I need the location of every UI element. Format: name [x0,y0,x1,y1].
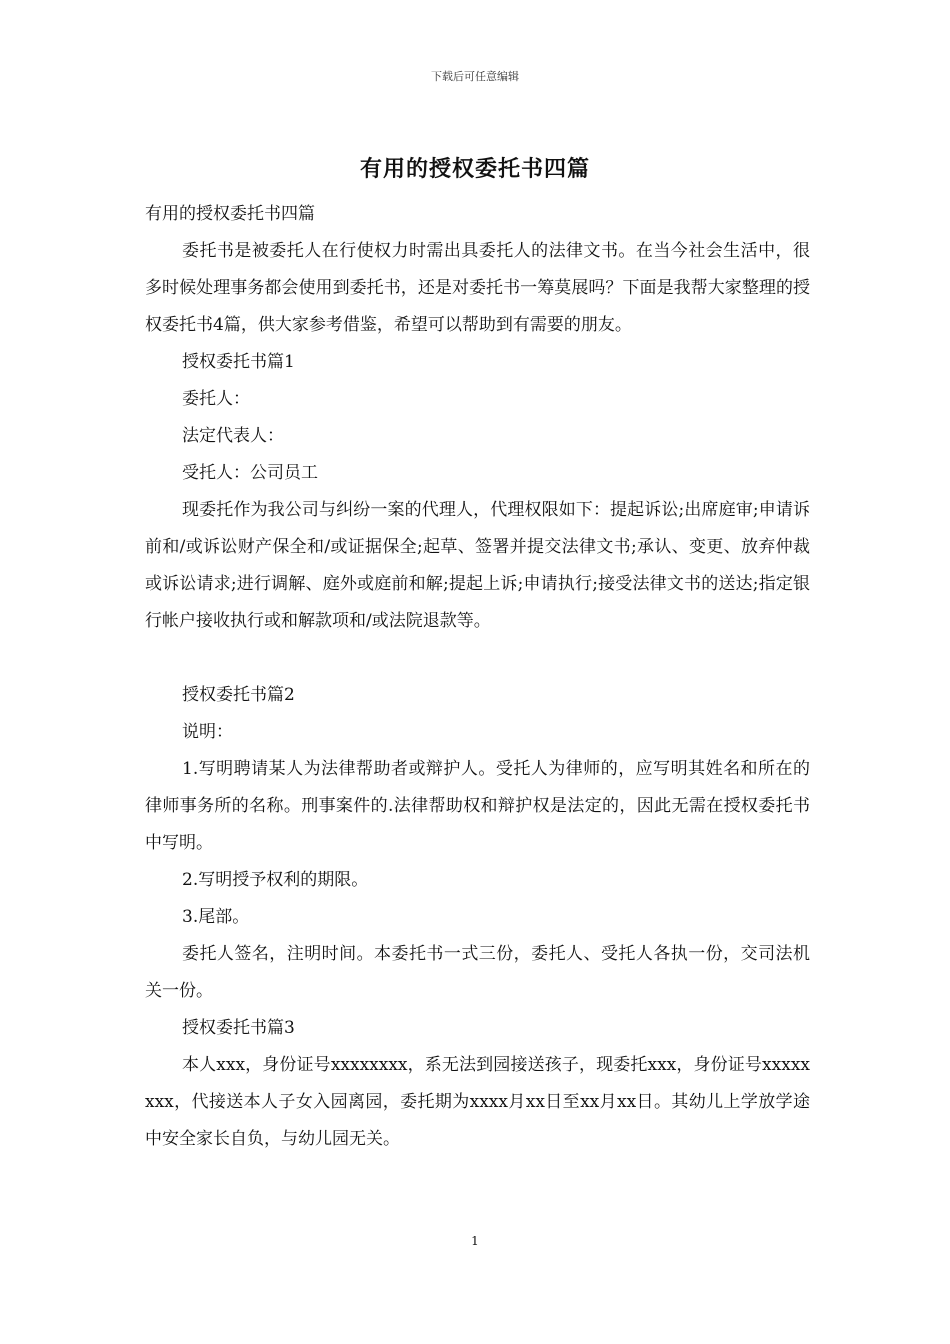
note-item-2: 2.写明授予权利的期限。 [182,870,369,890]
document-body [145,196,810,1158]
subtitle-line: 有用的授权委托书四篇 [145,204,315,224]
field-principal: 委托人： [182,389,250,409]
blank-line [145,640,810,677]
section-heading-1: 授权委托书篇1 [182,352,295,372]
note-item-3: 3.尾部。 [182,907,250,927]
authority-paragraph: 现委托作为我公司与纠纷一案的代理人，代理权限如下：提起诉讼;出席庭审;申请诉前和/或诉讼财产保全和/或证据保全;起草、签署并提交法律文书;承认、变更、放弃仲裁或诉讼请求;进行调解、庭外或庭前和解;提起上诉;申请执行;接受法律文书的送达;指定银行帐户接收执行或和解款项和/或法院退款等。 [145,500,810,631]
header-note: 下载后可任意编辑 [431,70,519,83]
note-item-1: 1.写明聘请某人为法律帮助者或辩护人。受托人为律师的，应写明其姓名和所在的律师事务所的名称。刑事案件的.法律帮助权和辩护权是法定的，因此无需在授权委托书中写明。 [145,759,810,853]
signature-paragraph: 委托人签名，注明时间。本委托书一式三份，委托人、受托人各执一份，交司法机关一份。 [145,944,810,1001]
page-number: 1 [471,1234,479,1248]
intro-paragraph: 委托书是被委托人在行使权力时需出具委托人的法律文书。在当今社会生活中，很多时候处理事务都会使用到委托书，还是对委托书一筹莫展吗？下面是我帮大家整理的授权委托书4篇，供大家参考借鉴，希望可以帮助到有需要的朋友。 [145,241,810,335]
field-agent: 受托人：公司员工 [182,463,318,483]
note-label: 说明： [182,722,233,742]
field-legal-representative: 法定代表人： [182,426,284,446]
pickup-paragraph: 本人xxx，身份证号xxxxxxxx，系无法到园接送孩子，现委托xxx，身份证号xxxxxxxx，代接送本人子女入园离园，委托期为xxxx月xx日至xx月xx日。其幼儿上学放学途中安全家长自负，与幼儿园无关。 [145,1055,810,1149]
section-heading-3: 授权委托书篇3 [182,1018,295,1038]
section-heading-2: 授权委托书篇2 [182,685,295,705]
document-title: 有用的授权委托书四篇 [359,156,590,182]
